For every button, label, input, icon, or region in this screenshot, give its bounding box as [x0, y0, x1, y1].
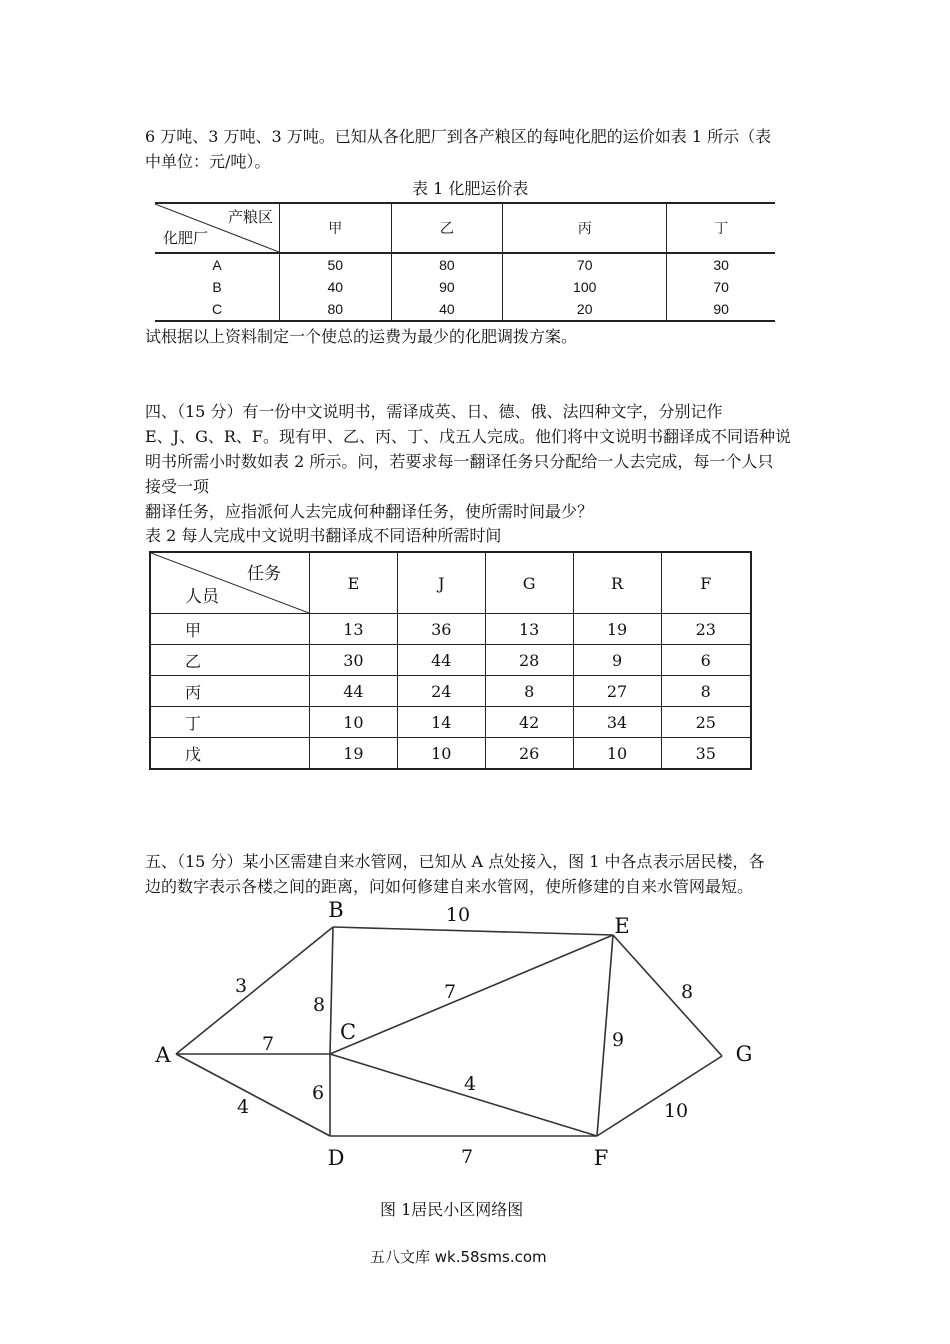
- edge-F-G: [597, 1056, 722, 1136]
- paragraph-line: E、J、G、R、F。现有甲、乙、丙、丁、戊五人完成。他们将中文说明书翻译成不同语种说: [145, 427, 792, 446]
- table-cell: 44: [397, 645, 485, 676]
- table-cell: 100: [503, 276, 667, 298]
- table-cell: 8: [485, 676, 573, 707]
- edge-weight: 10: [663, 1100, 689, 1122]
- column-header: 丁: [667, 203, 775, 253]
- paragraph-line: 翻译任务，应指派何人去完成何种翻译任务，使所需时间最少？: [145, 502, 594, 521]
- edge-weight: 3: [234, 975, 248, 997]
- translation-time-table: [149, 551, 752, 770]
- table-cell: 8: [661, 676, 751, 707]
- table-cell: 70: [503, 253, 667, 276]
- column-header: E: [310, 552, 398, 614]
- edge-A-B: [176, 927, 333, 1054]
- table-cell: 23: [661, 614, 751, 645]
- row-label: 戊: [150, 738, 310, 770]
- table-row: [155, 276, 775, 298]
- edge-weight: 7: [460, 1146, 474, 1168]
- table2-corner-bottom: 人员: [185, 587, 219, 607]
- edge-E-G: [613, 935, 722, 1056]
- node-label-C: C: [339, 1020, 357, 1044]
- paragraph-line: 6 万吨、3 万吨、3 万吨。已知从各化肥厂到各产粮区的每吨化肥的运价如表 1 所示（表: [145, 127, 772, 146]
- table-cell: 13: [485, 614, 573, 645]
- table-cell: 30: [310, 645, 398, 676]
- table-cell: 50: [280, 253, 392, 276]
- table-cell: 34: [573, 707, 661, 738]
- column-header: 甲: [280, 203, 392, 253]
- row-label: 丙: [150, 676, 310, 707]
- row-label: 甲: [150, 614, 310, 645]
- row-label: B: [212, 279, 222, 295]
- table-row: [150, 738, 751, 770]
- table1-caption: 表 1 化肥运价表: [412, 179, 529, 198]
- table-cell: 20: [503, 298, 667, 321]
- table-cell: 10: [573, 738, 661, 770]
- table-row: [150, 645, 751, 676]
- table-cell: 19: [573, 614, 661, 645]
- table-cell: 28: [485, 645, 573, 676]
- edge-weight: 8: [680, 981, 694, 1003]
- table-cell: 90: [391, 276, 503, 298]
- table-cell: 24: [397, 676, 485, 707]
- edge-weight: 6: [311, 1082, 325, 1104]
- edge-weight: 10: [445, 904, 471, 926]
- edge-weight: 9: [611, 1029, 625, 1051]
- row-label: C: [211, 301, 223, 317]
- row-label: A: [212, 257, 222, 273]
- table1-corner-top: 产粮区: [227, 209, 273, 226]
- edge-C-F: [330, 1054, 597, 1136]
- edge-C-E: [330, 935, 613, 1054]
- table-cell: 44: [310, 676, 398, 707]
- table-cell: 26: [485, 738, 573, 770]
- paragraph-line: 接受一项: [145, 477, 210, 496]
- column-header: 丙: [503, 203, 667, 253]
- fertilizer-cost-table: [155, 202, 775, 322]
- edge-weight: 8: [312, 994, 326, 1016]
- table-cell: 6: [661, 645, 751, 676]
- table-cell: 9: [573, 645, 661, 676]
- network-diagram: [0, 895, 950, 1185]
- table1-corner-cell: [155, 203, 280, 253]
- node-label-G: G: [735, 1042, 753, 1066]
- column-header: 乙: [391, 203, 503, 253]
- paragraph-line: 五、（15 分）某小区需建自来水管网，已知从 A 点处接入，图 1 中各点表示居民楼，各: [145, 852, 765, 871]
- table-row: [150, 707, 751, 738]
- edge-weight: 7: [261, 1033, 275, 1055]
- table-cell: 10: [397, 738, 485, 770]
- table-row: [150, 614, 751, 645]
- paragraph-line: 边的数字表示各楼之间的距离，问如何修建自来水管网，使所修建的自来水管网最短。: [145, 877, 754, 896]
- table-cell: 30: [667, 253, 775, 276]
- edge-weight: 4: [463, 1073, 477, 1095]
- table-cell: 14: [397, 707, 485, 738]
- node-label-F: F: [593, 1146, 609, 1170]
- table-cell: 42: [485, 707, 573, 738]
- table-cell: 80: [391, 253, 503, 276]
- node-label-D: D: [327, 1146, 345, 1170]
- table-row: [155, 298, 775, 321]
- edge-B-E: [333, 927, 613, 935]
- column-header: G: [485, 552, 573, 614]
- edge-weight: 7: [443, 981, 457, 1003]
- row-label: 丁: [150, 707, 310, 738]
- footer-watermark: 五八文库 wk.58sms.com: [370, 1248, 547, 1266]
- node-label-E: E: [614, 914, 630, 938]
- table2-caption: 表 2 每人完成中文说明书翻译成不同语种所需时间: [145, 526, 502, 545]
- table-cell: 40: [280, 276, 392, 298]
- table-cell: 35: [661, 738, 751, 770]
- table-cell: 19: [310, 738, 398, 770]
- paragraph-line: 四、（15 分）有一份中文说明书，需译成英、日、德、俄、法四种文字，分别记作: [145, 402, 723, 421]
- table-row: [150, 676, 751, 707]
- edge-B-C: [330, 927, 333, 1054]
- node-label-A: A: [155, 1043, 171, 1067]
- table2-corner-cell: [150, 552, 310, 614]
- table-cell: 90: [667, 298, 775, 321]
- table-cell: 10: [310, 707, 398, 738]
- table-cell: 25: [661, 707, 751, 738]
- table-cell: 36: [397, 614, 485, 645]
- edge-E-F: [597, 935, 613, 1136]
- edge-A-D: [176, 1054, 330, 1136]
- edge-weight: 4: [236, 1096, 250, 1118]
- table-cell: 80: [280, 298, 392, 321]
- table-row: [155, 253, 775, 276]
- table-cell: 70: [667, 276, 775, 298]
- column-header: J: [397, 552, 485, 614]
- node-label-B: B: [328, 898, 344, 922]
- table-cell: 13: [310, 614, 398, 645]
- column-header: F: [661, 552, 751, 614]
- row-label: 乙: [150, 645, 310, 676]
- table1-corner-bottom: 化肥厂: [163, 230, 209, 247]
- paragraph-line: 试根据以上资料制定一个使总的运费为最少的化肥调拨方案。: [145, 327, 578, 346]
- figure-caption: 图 1居民小区网络图: [380, 1200, 524, 1219]
- paragraph-line: 明书所需小时数如表 2 所示。问，若要求每一翻译任务只分配给一人去完成，每一个人只: [145, 452, 774, 471]
- column-header: R: [573, 552, 661, 614]
- paragraph-line: 中单位：元/吨）。: [145, 152, 271, 171]
- table-cell: 40: [391, 298, 503, 321]
- table2-corner-top: 任务: [247, 564, 281, 584]
- table-cell: 27: [573, 676, 661, 707]
